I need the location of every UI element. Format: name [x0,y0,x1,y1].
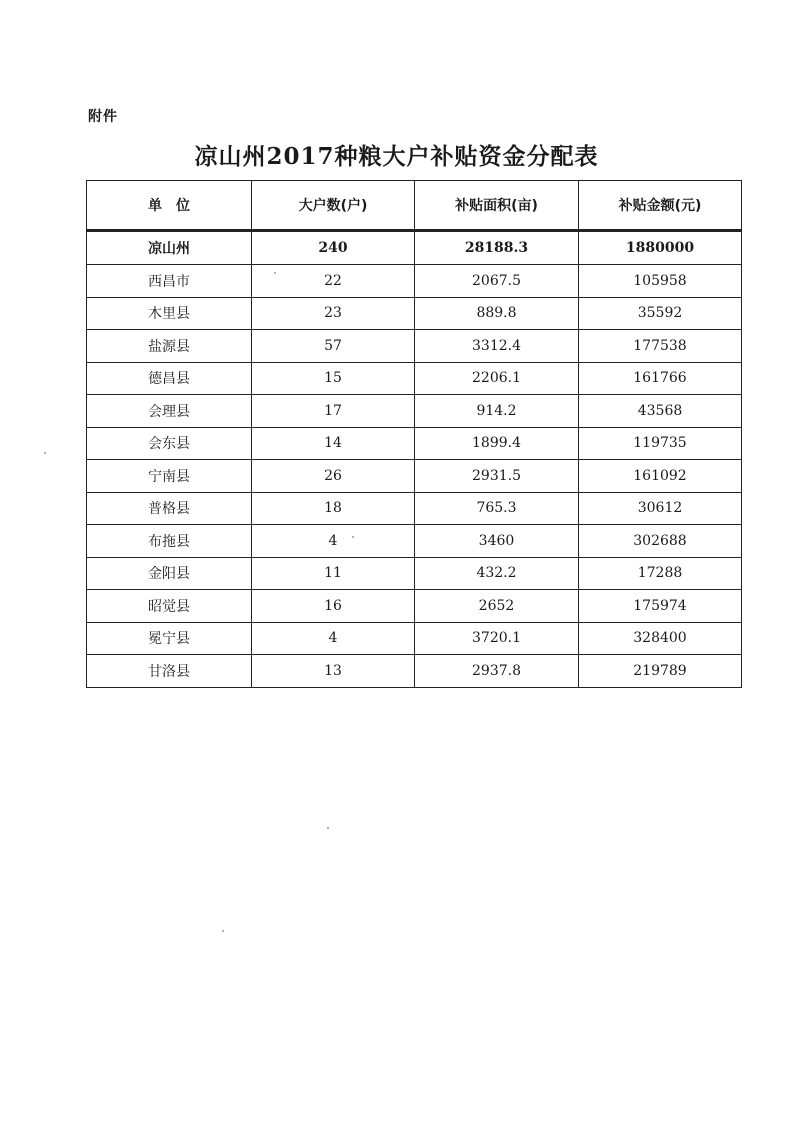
document-title: 凉山州2017种粮大户补贴资金分配表 [194,143,599,170]
cell-unit: 甘洛县 [87,655,252,688]
cell-unit: 木里县 [87,297,252,330]
cell-unit: 布拖县 [87,525,252,558]
cell-amount: 175974 [579,590,742,623]
table-row [87,525,742,558]
attachment-label: 附件 [88,109,118,125]
cell-unit: 会理县 [87,395,252,428]
table-row [87,655,742,688]
cell-amount: 161092 [579,460,742,493]
cell-households: 15 [252,362,415,395]
cell-amount: 161766 [579,362,742,395]
cell-area: 3460 [415,525,579,558]
total-amount-cell: 1880000 [579,231,742,265]
cell-area: 2931.5 [415,460,579,493]
cell-area: 432.2 [415,557,579,590]
cell-amount: 119735 [579,427,742,460]
cell-area: 2937.8 [415,655,579,688]
cell-households: 17 [252,395,415,428]
table-row [87,395,742,428]
table-row [87,362,742,395]
table-total-row [87,231,742,265]
cell-unit: 普格县 [87,492,252,525]
total-area-cell: 28188.3 [415,231,579,265]
column-header-households: 大户数(户) [252,181,415,231]
cell-unit: 宁南县 [87,460,252,493]
cell-unit: 冕宁县 [87,622,252,655]
cell-amount: 43568 [579,395,742,428]
table-header-row [87,181,742,231]
total-households-cell: 240 [252,231,415,265]
cell-area: 2652 [415,590,579,623]
cell-unit: 会东县 [87,427,252,460]
table-row [87,265,742,298]
total-unit-cell: 凉山州 [87,231,252,265]
cell-households: 16 [252,590,415,623]
cell-area: 914.2 [415,395,579,428]
cell-amount: 219789 [579,655,742,688]
table-row [87,557,742,590]
table-row [87,297,742,330]
cell-households: 57 [252,330,415,363]
cell-amount: 328400 [579,622,742,655]
cell-amount: 177538 [579,330,742,363]
scan-speck [44,452,46,454]
table-row [87,460,742,493]
cell-households: 11 [252,557,415,590]
cell-households: 14 [252,427,415,460]
cell-amount: 302688 [579,525,742,558]
cell-unit: 昭觉县 [87,590,252,623]
cell-amount: 30612 [579,492,742,525]
cell-households: 23 [252,297,415,330]
table-row [87,427,742,460]
cell-households: 26 [252,460,415,493]
scan-speck [327,827,329,829]
cell-area: 1899.4 [415,427,579,460]
table-row [87,330,742,363]
cell-area: 3720.1 [415,622,579,655]
cell-area: 765.3 [415,492,579,525]
cell-amount: 105958 [579,265,742,298]
scan-speck [222,930,224,932]
column-header-unit: 单 位 [87,181,252,231]
cell-amount: 17288 [579,557,742,590]
cell-households: 22 [252,265,415,298]
column-header-area: 补贴面积(亩) [415,181,579,231]
cell-households: 4 [252,525,415,558]
cell-area: 889.8 [415,297,579,330]
subsidy-allocation-table [86,180,742,688]
table-row [87,622,742,655]
cell-unit: 西昌市 [87,265,252,298]
cell-households: 13 [252,655,415,688]
cell-households: 4 [252,622,415,655]
cell-unit: 德昌县 [87,362,252,395]
cell-unit: 盐源县 [87,330,252,363]
table-row [87,590,742,623]
cell-unit: 金阳县 [87,557,252,590]
cell-households: 18 [252,492,415,525]
cell-area: 2067.5 [415,265,579,298]
table-row [87,492,742,525]
scan-speck [352,536,354,538]
cell-area: 3312.4 [415,330,579,363]
scan-speck [274,272,276,274]
cell-amount: 35592 [579,297,742,330]
column-header-amount: 补贴金额(元) [579,181,742,231]
cell-area: 2206.1 [415,362,579,395]
